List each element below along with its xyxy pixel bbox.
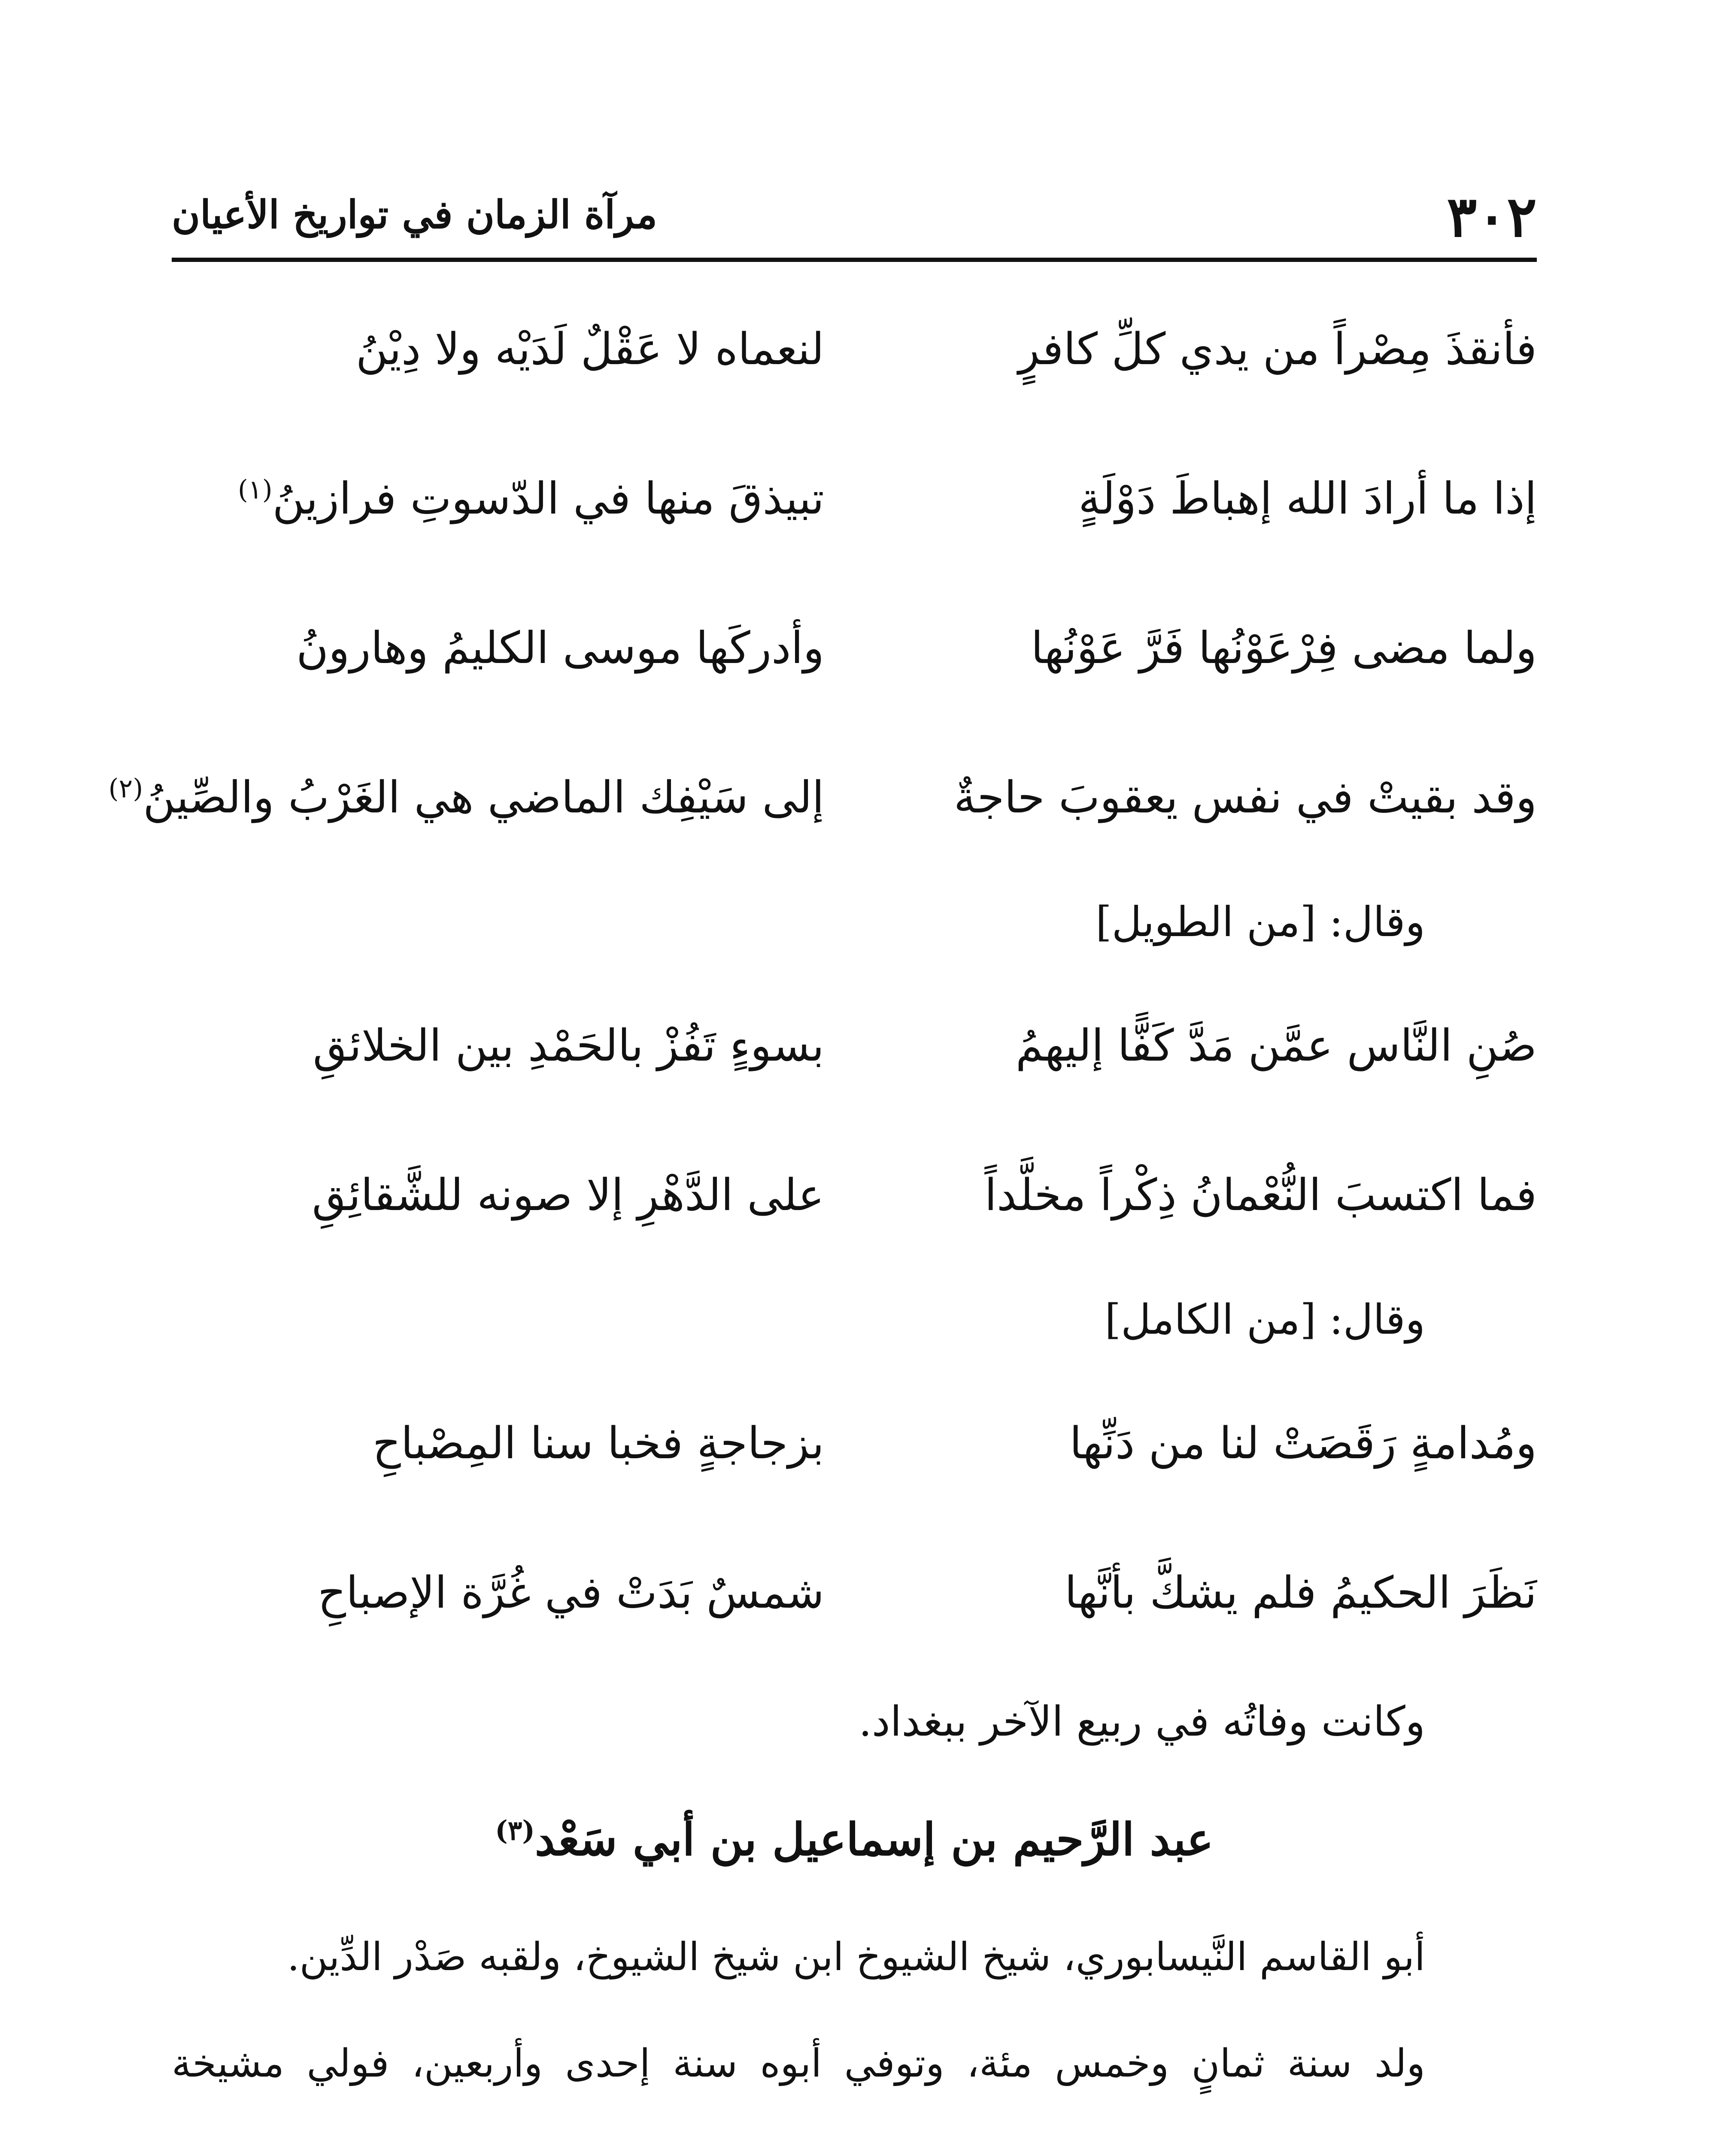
verse-line [108, 723, 1537, 873]
verse-first-hemistich: ولما مضى فِرْعَوْنُها فَرَّ عَوْنُها [1031, 623, 1537, 674]
page-header [172, 184, 1537, 262]
verse-first-hemistich: نَظَرَ الحكيمُ فلم يشكَّ بأنَّها [1065, 1567, 1537, 1618]
footnote-marker: (٢) [108, 773, 143, 804]
footnote-marker: (٣) [495, 1814, 535, 1846]
verse-line [172, 1369, 1537, 1518]
verse-first-hemistich: صُنِ النَّاس عمَّن مَدَّ كَفًّا إليهمُ [1015, 1020, 1537, 1071]
poem-3 [172, 1369, 1537, 1668]
verse-first-hemistich: فما اكتسبَ النُّعْمانُ ذِكْراً مخلَّداً [984, 1170, 1537, 1221]
verse-second-hemistich: بسوءٍ تَفُزْ بالحَمْدِ بين الخلائقِ [313, 1020, 824, 1071]
paragraph: أبو القاسم النَّيسابوري، شيخ الشيوخ ابن شيخ الشيوخ، ولقبه صَدْر الدِّين. [287, 1934, 1425, 1980]
poem-1 [108, 275, 1537, 873]
verse-line [172, 1518, 1537, 1668]
verse-line [172, 1121, 1537, 1270]
verse-first-hemistich: إذا ما أرادَ الله إهباطَ دَوْلَةٍ [1078, 473, 1537, 524]
verse-second-hemistich: على الدَّهْرِ إلا صونه للشَّقائِقِ [312, 1170, 824, 1221]
meter-intro: وقال: [من الطويل] [1096, 898, 1425, 946]
verse-line [172, 574, 1537, 723]
verse-line [172, 424, 1537, 574]
header-rule [172, 258, 1537, 262]
verse-second-hemistich: بزجاجةٍ فخبا سنا المِصْباحِ [372, 1418, 824, 1469]
death-note: وكانت وفاتُه في ربيع الآخر ببغداد. [859, 1697, 1425, 1746]
verse-line [172, 971, 1537, 1121]
verse-line [172, 275, 1537, 424]
poem-2 [172, 971, 1537, 1270]
verse-first-hemistich: ومُدامةٍ رَقَصَتْ لنا من دَنِّها [1069, 1418, 1537, 1469]
running-title: مرآة الزمان في تواريخ الأعيان [172, 192, 658, 237]
page-body [108, 275, 1537, 2147]
verse-second-hemistich: لنعماه لا عَقْلٌ لَدَيْه ولا دِيْنُ [355, 324, 824, 375]
verse-text: تبيذقَ منها في الدّسوتِ فرازينُ [272, 473, 824, 524]
entry-heading-text: عبد الرَّحيم بن إسماعيل بن أبي سَعْد [534, 1813, 1214, 1866]
verse-second-hemistich [172, 473, 824, 524]
page-number: ٣٠٢ [1447, 184, 1537, 249]
meter-intro: وقال: [من الكامل] [1105, 1295, 1425, 1344]
entry-text [172, 1904, 1537, 2147]
verse-second-hemistich: شمسٌ بَدَتْ في غُرَّة الإصباحِ [318, 1567, 824, 1618]
verse-second-hemistich: وأدركَها موسى الكليمُ وهارونُ [296, 623, 824, 674]
verse-text: إلى سَيْفِك الماضي هي الغَرْبُ والصِّينُ [143, 772, 824, 823]
verse-second-hemistich [108, 772, 824, 823]
verse-first-hemistich: وقد بقيتْ في نفس يعقوبَ حاجةٌ [953, 772, 1537, 823]
verse-first-hemistich: فأنقذَ مِصْراً من يدي كلِّ كافرٍ [1018, 324, 1537, 375]
paragraph: ولد سنة ثمانٍ وخمس مئة، وتوفي أبوه سنة إحدى وأربعين، فولي مشيخة [172, 2041, 1425, 2086]
footnote-marker: (١) [237, 474, 273, 505]
entry-heading [172, 1775, 1537, 1904]
